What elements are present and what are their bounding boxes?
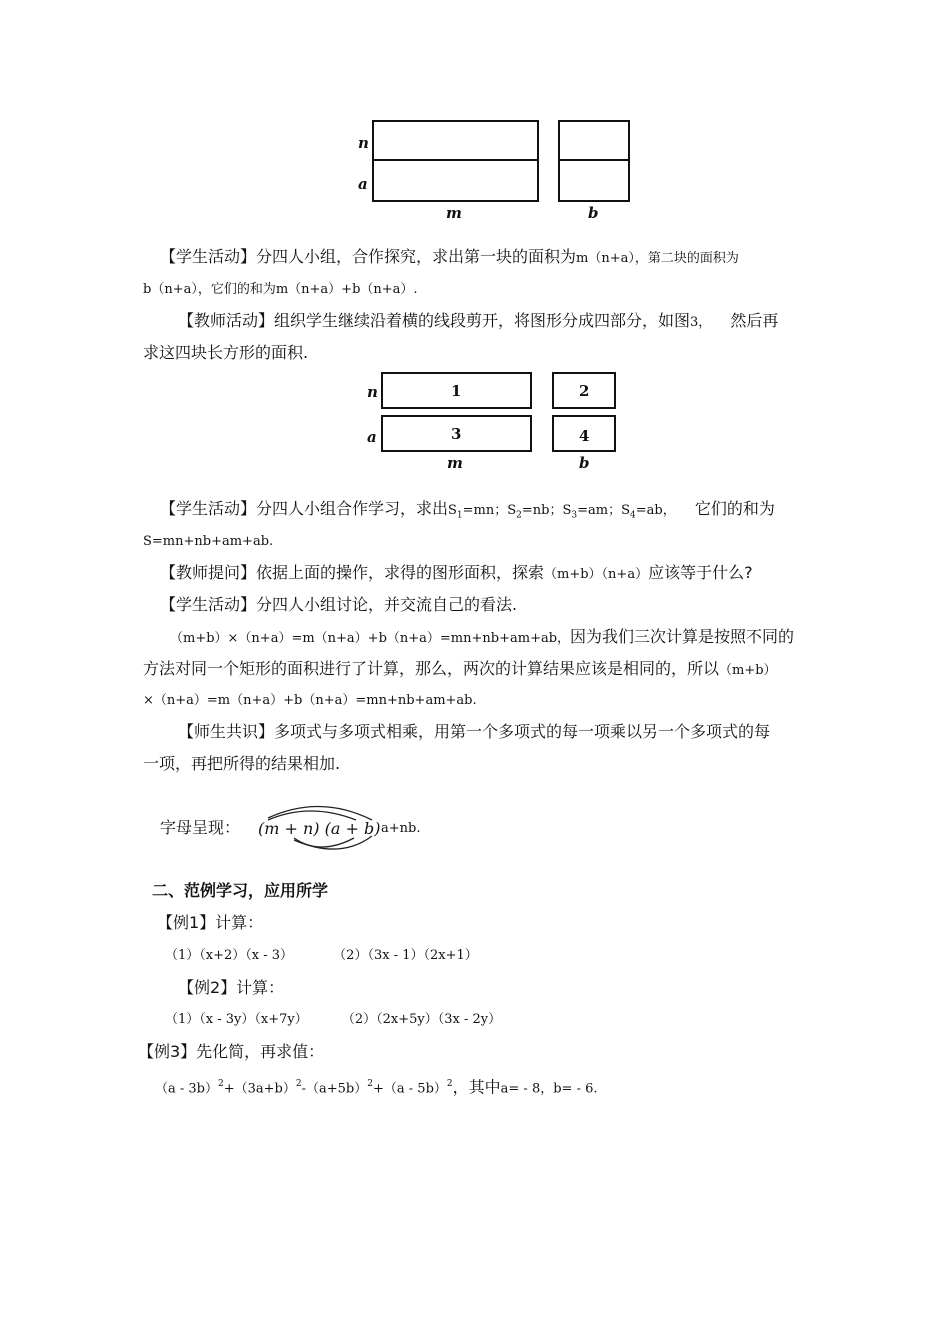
expr-term: +（3a+b） [223, 1081, 296, 1097]
para-text: 应该等于什么? [648, 563, 753, 582]
rect-divider-1 [372, 159, 539, 161]
para-text: 【学生活动】分四人小组合作学习，求出 [160, 499, 449, 518]
para-student-activity-1-line1 [160, 247, 739, 269]
expr-term: +（a - 5b） [373, 1081, 447, 1097]
rect-m-by-n-plus-a [372, 120, 539, 202]
rect-1-number: 1 [451, 382, 462, 400]
example-item: （1）（x - 3y）（x+7y） [165, 1012, 308, 1027]
label-a: a [358, 175, 368, 193]
para-text: 因为我们三次计算是按照不同的 [570, 627, 795, 646]
label-n: n [358, 134, 369, 152]
s2-symbol: S [507, 503, 517, 518]
para-text: 然后再 [730, 311, 779, 330]
s4-value: =ab， [635, 503, 676, 518]
figure-2 [355, 368, 635, 478]
para-consensus-line2: 一项，再把所得的结果相加. [143, 754, 341, 773]
s2 [507, 503, 563, 521]
example-2-items [165, 1010, 501, 1030]
expr-text: ，其中 [452, 1077, 501, 1097]
example-1-items [165, 946, 478, 966]
para-student-activity-2-line2: S=mn+nb+am+ab. [143, 534, 274, 549]
para-derivation-line3: ×（n+a）=m（n+a）+b（n+a）=mn+nb+am+ab. [143, 693, 477, 708]
para-teacher-activity-line2: 求这四块长方形的面积. [143, 343, 309, 362]
label-m: m [447, 454, 463, 472]
formula-illustration [250, 798, 430, 860]
formula-label: 字母呈现： [160, 818, 241, 837]
label-a: a [367, 428, 377, 446]
s2-sub: 2 [516, 510, 522, 521]
para-student-activity-1-line2: b（n+a），它们的和为m（n+a）+b（n+a）. [143, 282, 418, 297]
s4-symbol: S [621, 503, 631, 518]
s3-symbol: S [562, 503, 572, 518]
example-item: （2）（3x - 1）（2x+1） [333, 948, 478, 963]
para-text: 【教师活动】组织学生继续沿着横的线段剪开，将图形分成四部分，如图 [178, 311, 691, 330]
s1-symbol: S [448, 503, 457, 518]
expr-exponent: 2 [367, 1079, 373, 1089]
s1-value: =mn； [462, 503, 508, 518]
para-text: 3， [690, 315, 712, 330]
para-derivation-line2 [143, 659, 777, 681]
rect-2-number: 2 [579, 382, 590, 400]
s3-sub: 3 [571, 510, 578, 521]
rect-4-number: 4 [579, 427, 590, 445]
para-text: 方法对同一个矩形的面积进行了计算，那么，两次的计算结果应该是相同的，所以 [143, 659, 720, 678]
para-student-activity-3: 【学生活动】分四人小组讨论，并交流自己的看法. [160, 595, 518, 614]
para-text: 【学生活动】分四人小组，合作探究，求出第一块的面积为 [160, 247, 577, 266]
example-1-title: 【例1】计算： [157, 913, 264, 932]
para-derivation-line1 [170, 627, 794, 649]
para-text: （m+b）×（n+a）=m（n+a）+b（n+a）=mn+nb+am+ab， [170, 631, 571, 646]
s4 [621, 503, 676, 521]
example-item: （2）（2x+5y）（3x - 2y） [341, 1012, 502, 1027]
s3-value: =am； [577, 503, 622, 518]
expr-term: （a - 3b） [155, 1081, 219, 1097]
s1-sub: 1 [456, 510, 463, 521]
para-teacher-question [160, 563, 753, 585]
example-2-title: 【例2】计算： [178, 978, 285, 997]
para-text: m（n+a），第二块的面积为 [576, 251, 739, 266]
s1 [448, 503, 508, 521]
para-student-activity-2-line1 [160, 499, 775, 526]
label-m: m [446, 204, 462, 222]
para-text: 【教师提问】依据上面的操作，求得的图形面积，探索 [160, 563, 545, 582]
s3 [562, 503, 622, 521]
label-n: n [367, 383, 378, 401]
figure-1 [350, 112, 650, 227]
label-b: b [579, 454, 590, 472]
label-b: b [588, 204, 599, 222]
expr-term: -（a+5b） [301, 1081, 368, 1097]
formula-expression: (m + n) (a + b) [258, 819, 381, 838]
para-text: 它们的和为 [694, 499, 775, 518]
expr-exponent: 2 [295, 1079, 302, 1089]
s4-sub: 4 [630, 510, 636, 521]
rect-3-number: 3 [451, 425, 462, 443]
rect-b-by-n-plus-a [558, 120, 630, 202]
example-item: （1）（x+2）（x - 3） [165, 948, 294, 963]
para-consensus-line1: 【师生共识】多项式与多项式相乘，用第一个多项式的每一项乘以另一个多项式的每 [178, 722, 771, 741]
section-heading: 二、范例学习，应用所学 [152, 881, 329, 900]
para-teacher-activity-line1 [178, 311, 778, 333]
expr-values: a= - 8，b= - 6. [500, 1081, 598, 1097]
para-text: （m+b） [719, 663, 777, 678]
para-text: （m+b）（n+a） [544, 567, 649, 582]
s2-value: =nb； [521, 503, 563, 518]
expr-exponent: 2 [218, 1079, 224, 1089]
expr-exponent: 2 [446, 1079, 453, 1089]
example-3-expression [155, 1074, 598, 1099]
rect-divider-2 [558, 159, 630, 161]
formula-tail: a+nb. [381, 821, 421, 836]
example-3-title: 【例3】先化简，再求值： [138, 1042, 325, 1061]
